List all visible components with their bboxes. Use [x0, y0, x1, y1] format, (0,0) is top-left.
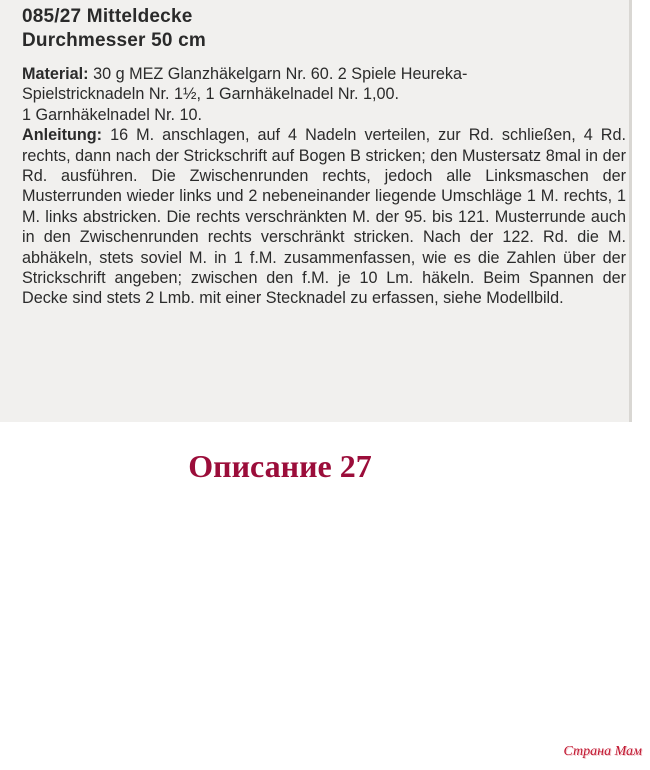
material-line-2: Spielstricknadeln Nr. 1½, 1 Garnhäkelnadel Nr. 1,00. [22, 85, 400, 104]
material-line-1: 30 g MEZ Glanzhäkelgarn Nr. 60. 2 Spiele Heureka- [88, 65, 468, 83]
material-label: Material: [22, 65, 89, 83]
pattern-body [22, 64, 626, 309]
material-line-3: 1 Garnhäkelnadel Nr. 10. [22, 105, 202, 124]
site-watermark: Страна Мам [563, 744, 642, 759]
description-caption: Описание 27 [188, 448, 372, 484]
instructions-paragraph [22, 125, 626, 309]
scan-edge [629, 0, 632, 422]
pattern-diameter: Durchmesser 50 cm [22, 30, 207, 51]
material-paragraph [22, 64, 626, 125]
pattern-title: 085/27 Mitteldecke [22, 6, 193, 27]
instructions-label: Anleitung: [22, 126, 103, 145]
instructions-text: 16 M. anschlagen, auf 4 Nadeln verteilen, zur Rd. schließen, 4 Rd. rechts, dann nach der Strickschrift auf Bogen B stricken; den Mustersatz 8mal in der Rd. ausführen. Die Zwischenrunden rechts, jedoch alle Linksmaschen der Musterrunden wieder links und 2 nebeneinander liegende Umschläge 1 M. rechts, 1 M. links abstricken. Die rechts verschränkten M. der 95. bis 121. Musterrunde auch in den Zwischenrunden rechts verschränkt stricken. Nach der 122. Rd. die M. abhäkeln, stets soviel M. in 1 f.M. zusammenfassen, wie es die Zahlen über der Strickschrift angeben; zwischen den f.M. je 10 Lm. häkeln. Beim Spannen der Decke sind stets 2 Lmb. mit einer Stecknadel zu erfassen, siehe Modellbild. [22, 126, 626, 308]
